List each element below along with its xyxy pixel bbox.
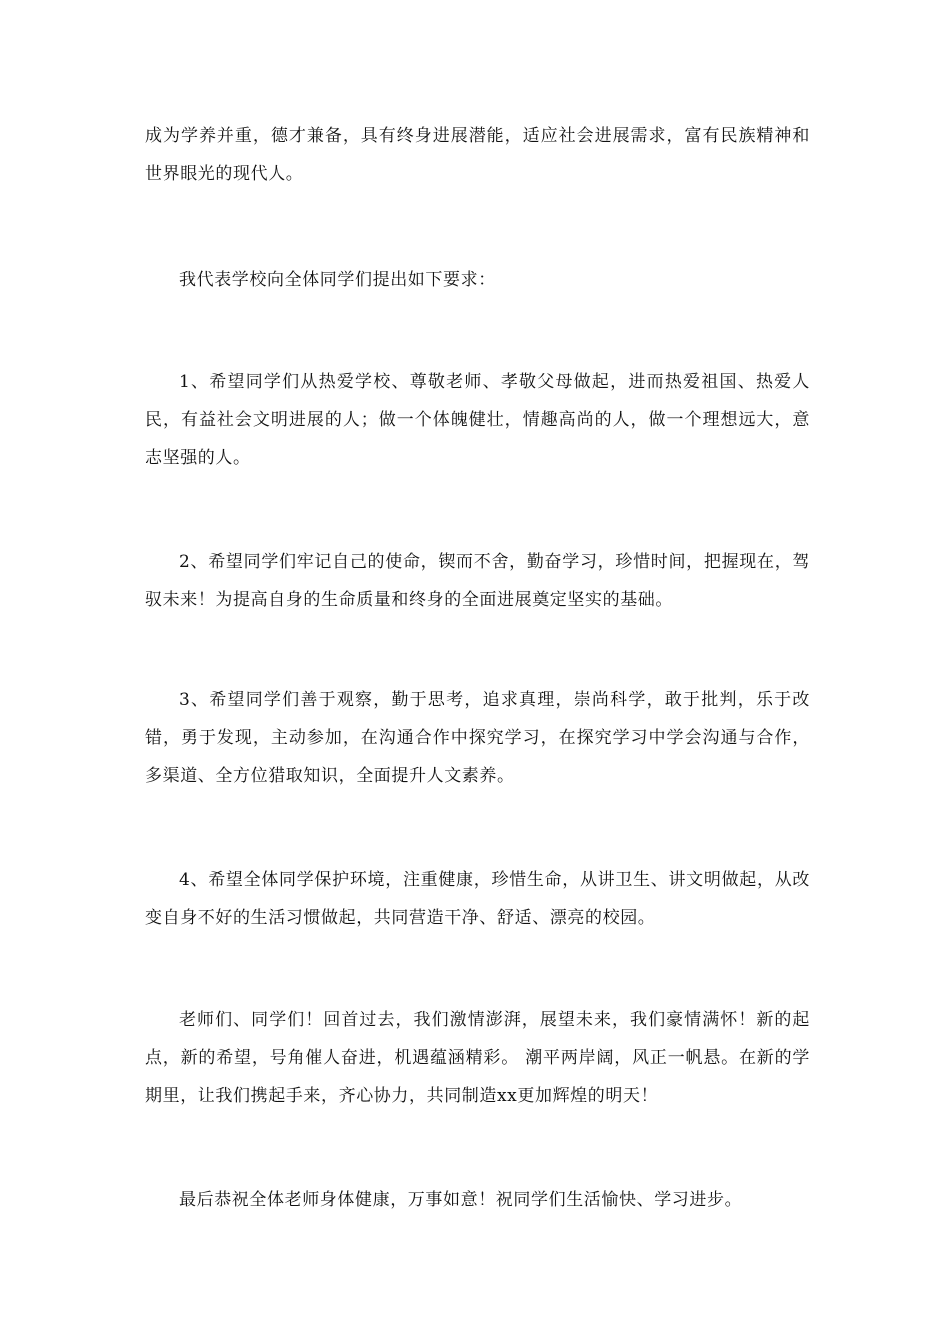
paragraph-continuation: 成为学养并重，德才兼备，具有终身进展潜能，适应社会进展需求，富有民族精神和世界眼光的现代人。 bbox=[145, 126, 810, 184]
paragraph-final-wishes: 最后恭祝全体老师身体健康，万事如意！祝同学们生活愉快、学习进步。 bbox=[179, 1190, 743, 1210]
paragraph-intro-requirements: 我代表学校向全体同学们提出如下要求： bbox=[179, 270, 496, 290]
paragraph-closing-address: 老师们、同学们！回首过去，我们激情澎湃，展望未来，我们豪情满怀！新的起点，新的希望，号角催人奋进，机遇蕴涵精彩。 潮平两岸阔，风正一帆悬。在新的学期里，让我们携起手来，齐心协力，共同制造xx更加辉煌的明天！ bbox=[145, 1010, 810, 1106]
paragraph-requirement-1: 1、希望同学们从热爱学校、尊敬老师、孝敬父母做起，进而热爱祖国、热爱人民，有益社会文明进展的人；做一个体魄健壮，情趣高尚的人，做一个理想远大，意志坚强的人。 bbox=[145, 372, 810, 468]
paragraph-requirement-3: 3、希望同学们善于观察，勤于思考，追求真理，崇尚科学，敢于批判，乐于改错，勇于发现，主动参加，在沟通合作中探究学习，在探究学习中学会沟通与合作，多渠道、全方位猎取知识，全面提升人文素养。 bbox=[145, 690, 810, 786]
paragraph-requirement-4: 4、希望全体同学保护环境，注重健康，珍惜生命，从讲卫生、讲文明做起，从改变自身不好的生活习惯做起，共同营造干净、舒适、漂亮的校园。 bbox=[145, 870, 810, 928]
paragraph-requirement-2: 2、希望同学们牢记自己的使命，锲而不舍，勤奋学习，珍惜时间，把握现在，驾驭未来！为提高自身的生命质量和终身的全面进展奠定坚实的基础。 bbox=[145, 552, 810, 610]
